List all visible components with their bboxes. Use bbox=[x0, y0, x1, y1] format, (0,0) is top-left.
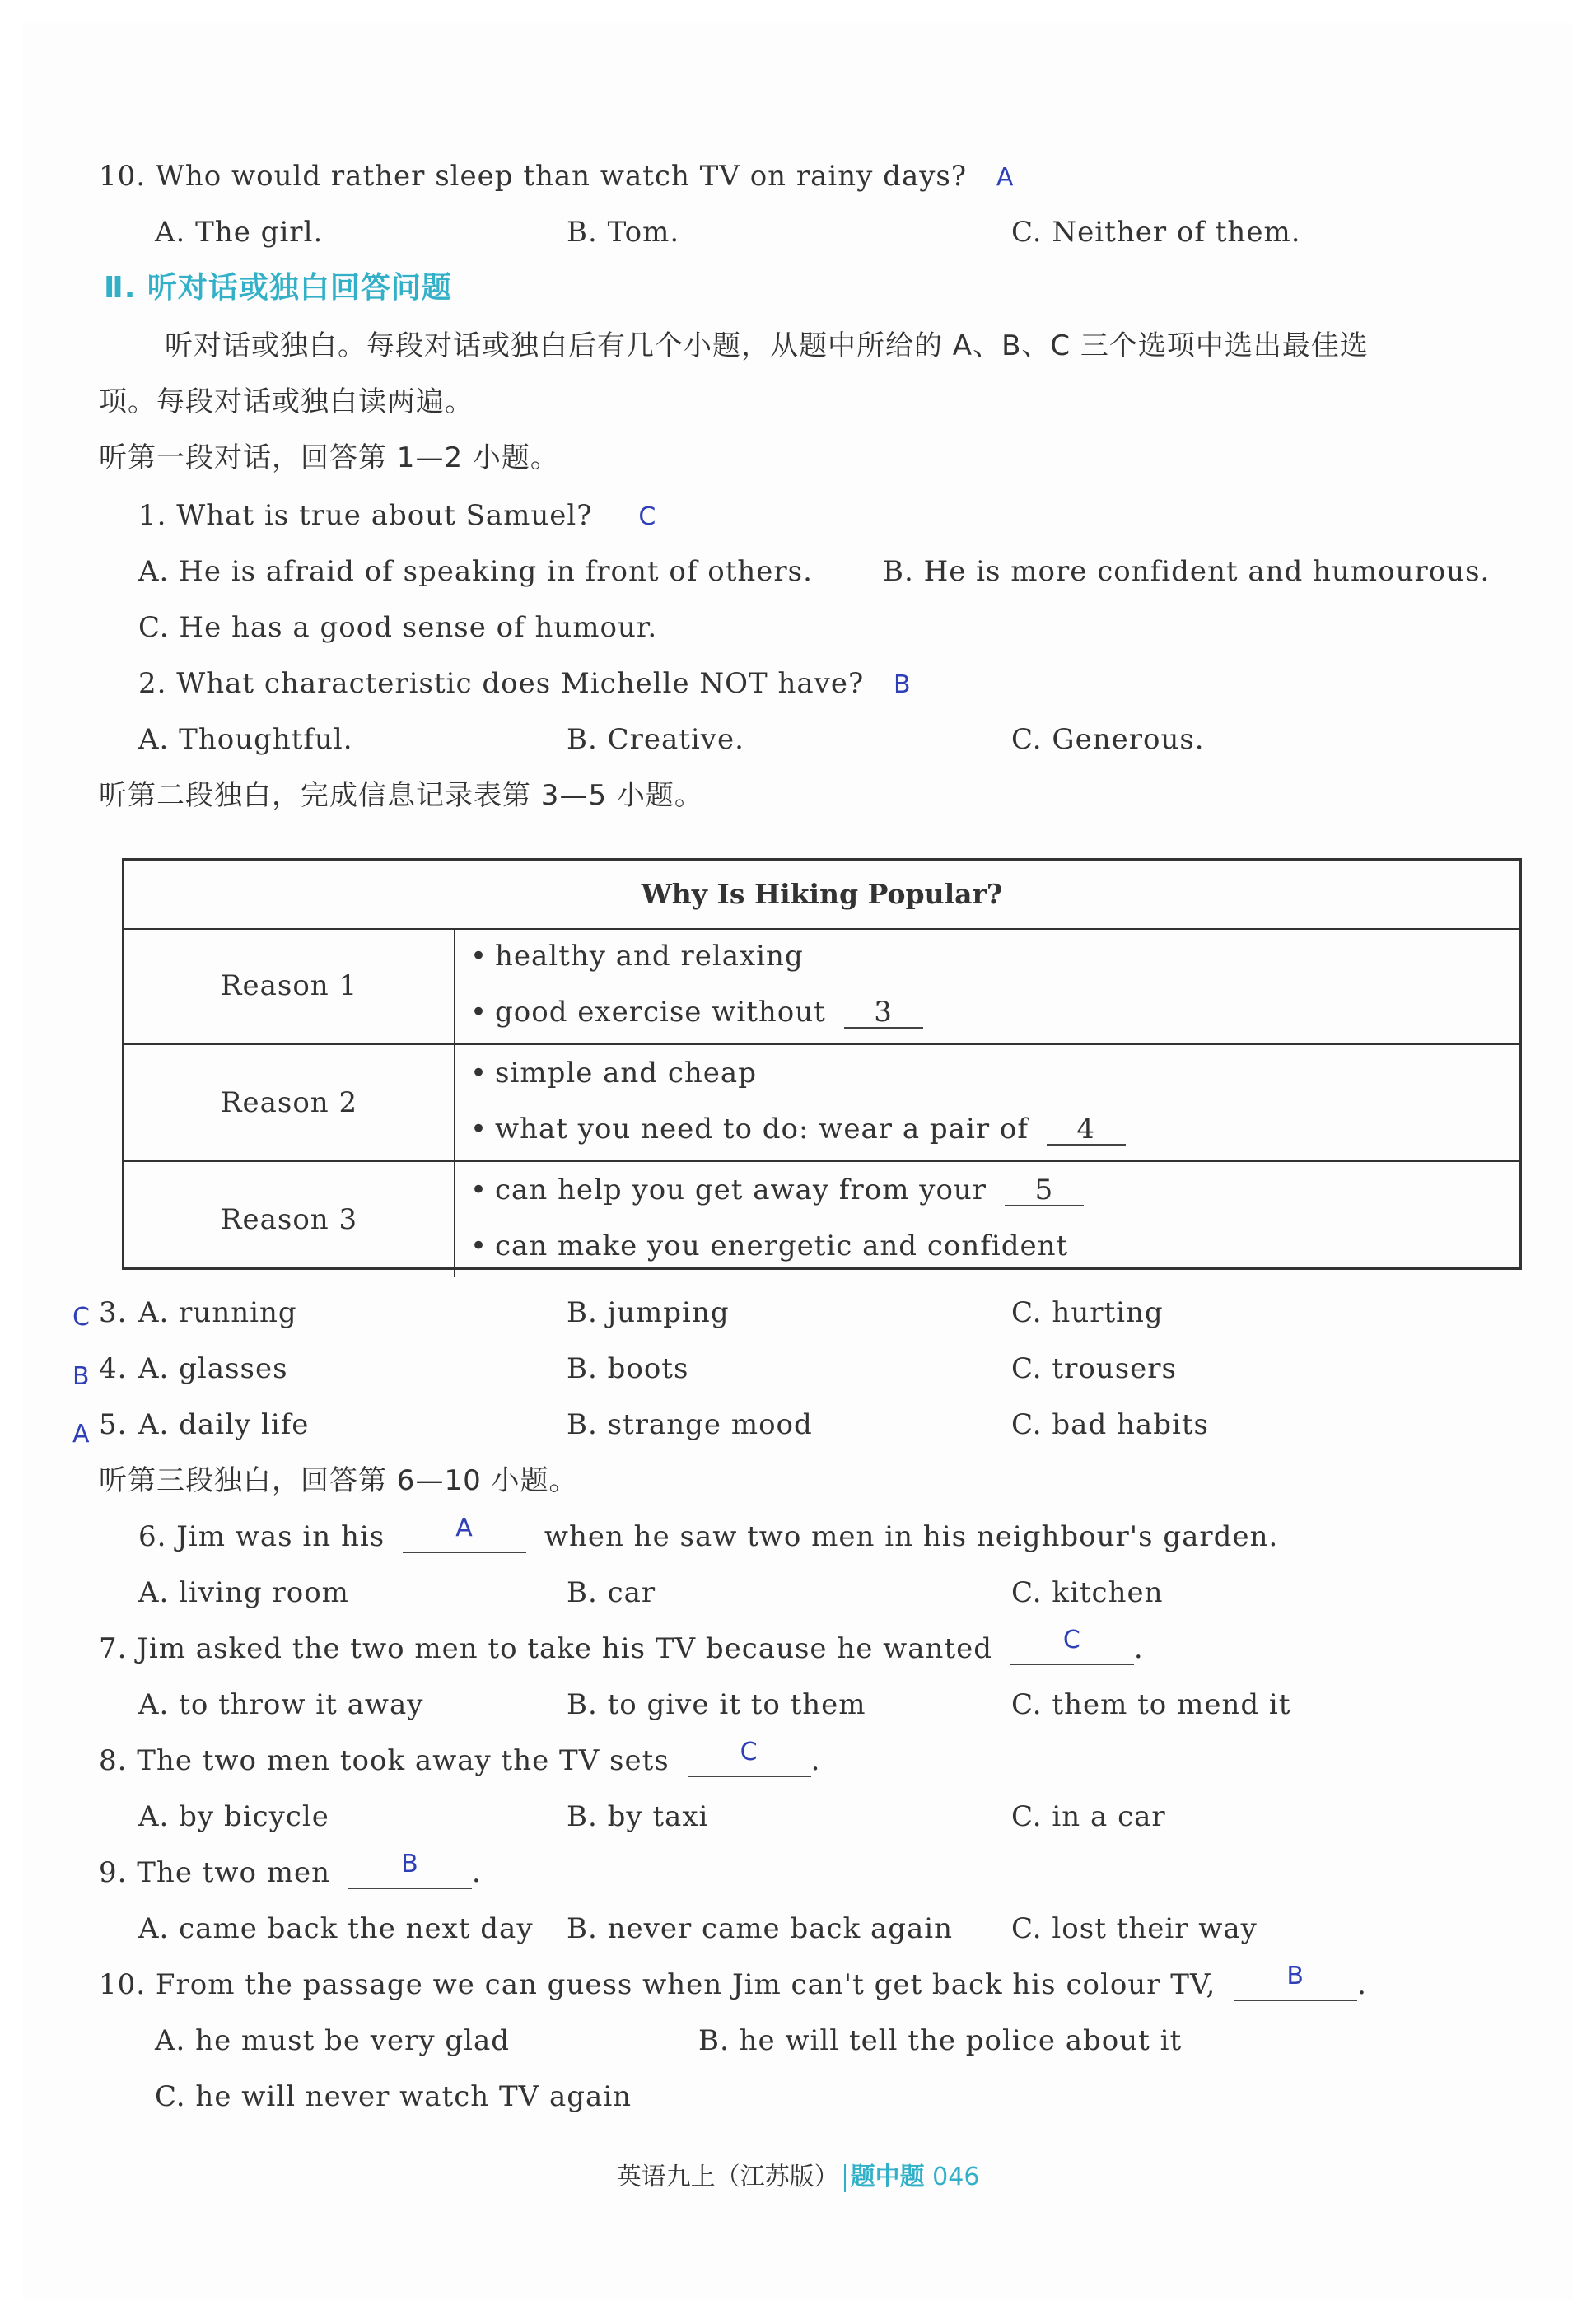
answer-blank: 5 bbox=[1005, 1175, 1084, 1206]
table-row bbox=[124, 1162, 1519, 1277]
question-8: 8. The two men took away the TV sets C . bbox=[99, 1738, 821, 1777]
bullet-line: • healthy and relaxing bbox=[470, 940, 804, 973]
prev-question bbox=[99, 158, 1014, 196]
question-3 bbox=[72, 1298, 91, 1336]
part2-heading: 听第二段独白，完成信息记录表第 3—5 小题。 bbox=[99, 779, 703, 812]
option-c: C. he will never watch TV again bbox=[155, 2080, 632, 2113]
option-c: C. bad habits bbox=[1011, 1408, 1209, 1441]
option-c: C. Neither of them. bbox=[1011, 216, 1301, 249]
book-title: 英语九上（江苏版） bbox=[616, 2163, 839, 2191]
table-title: Why Is Hiking Popular? bbox=[124, 861, 1519, 930]
handwritten-answer: A bbox=[72, 1420, 91, 1449]
part3-heading: 听第三段独白，回答第 6—10 小题。 bbox=[99, 1464, 578, 1497]
question-number: 10. bbox=[99, 160, 147, 193]
option-b: B. jumping bbox=[567, 1296, 730, 1329]
option-a: A. by bicycle bbox=[138, 1800, 329, 1833]
option-b: B. boots bbox=[567, 1352, 689, 1385]
option-b: B. by taxi bbox=[567, 1800, 709, 1833]
row-label: Reason 1 bbox=[124, 928, 455, 1043]
option-c: C. trousers bbox=[1011, 1352, 1177, 1385]
handwritten-answer: B bbox=[894, 670, 912, 699]
question-text: 1. What is true about Samuel? bbox=[138, 499, 593, 532]
option-b: B. strange mood bbox=[567, 1408, 813, 1441]
handwritten-answer: B bbox=[72, 1362, 91, 1391]
question-2 bbox=[138, 665, 912, 703]
worksheet-page bbox=[23, 23, 1573, 2301]
section-title: Ⅱ. 听对话或独白回答问题 bbox=[104, 271, 452, 305]
option-c: C. lost their way bbox=[1011, 1912, 1258, 1945]
question-text: 2. What characteristic does Michelle NOT have? bbox=[138, 667, 865, 700]
row-content bbox=[470, 1162, 1519, 1277]
row-label: Reason 2 bbox=[124, 1045, 455, 1160]
option-b: B. Tom. bbox=[567, 216, 680, 249]
option-a: A. living room bbox=[138, 1576, 349, 1609]
row-content bbox=[470, 928, 1519, 1043]
option-c: C. He has a good sense of humour. bbox=[138, 611, 658, 644]
question-10: 10. From the passage we can guess when Jim can't get back his colour TV, B . bbox=[99, 1962, 1367, 2001]
handwritten-answer: C bbox=[72, 1303, 91, 1332]
page-footer bbox=[23, 2156, 1573, 2192]
option-c: C. Generous. bbox=[1011, 723, 1205, 756]
answer-blank: A bbox=[403, 1522, 526, 1553]
option-c: C. them to mend it bbox=[1011, 1688, 1291, 1721]
option-c: C. hurting bbox=[1011, 1296, 1164, 1329]
option-a: A. to throw it away bbox=[138, 1688, 424, 1721]
section-instruction-cont: 项。每段对话或独白读两遍。 bbox=[99, 385, 474, 418]
option-a: A. The girl. bbox=[155, 216, 324, 249]
question-9: 9. The two men B . bbox=[99, 1850, 482, 1889]
page-number: 046 bbox=[932, 2163, 980, 2191]
series-tag: 题中题 bbox=[850, 2163, 925, 2191]
row-content bbox=[470, 1045, 1519, 1160]
option-a: A. came back the next day bbox=[138, 1912, 534, 1945]
question-7: 7. Jim asked the two men to take his TV because he wanted C . bbox=[99, 1626, 1144, 1665]
bullet-line: • what you need to do: wear a pair of 4 bbox=[470, 1111, 1126, 1147]
option-c: C. kitchen bbox=[1011, 1576, 1164, 1609]
answer-blank: C bbox=[1010, 1634, 1134, 1665]
question-4 bbox=[72, 1357, 91, 1395]
question-number: 4. bbox=[99, 1352, 128, 1385]
footer-divider bbox=[844, 2164, 846, 2192]
bullet-line: • can help you get away from your 5 bbox=[470, 1172, 1084, 1208]
handwritten-answer: A bbox=[996, 163, 1015, 192]
option-b: B. to give it to them bbox=[567, 1688, 866, 1721]
option-b: B. never came back again bbox=[567, 1912, 954, 1945]
option-b: B. He is more confident and humourous. bbox=[883, 555, 1491, 588]
table-row bbox=[124, 1045, 1519, 1162]
answer-blank: C bbox=[688, 1746, 811, 1777]
option-c: C. in a car bbox=[1011, 1800, 1166, 1833]
bullet-line: • simple and cheap bbox=[470, 1057, 757, 1090]
table-row bbox=[124, 928, 1519, 1045]
option-b: B. car bbox=[567, 1576, 656, 1609]
option-a: A. daily life bbox=[138, 1408, 310, 1441]
info-table bbox=[122, 858, 1522, 1270]
option-b: B. Creative. bbox=[567, 723, 744, 756]
bullet-line: • can make you energetic and confident bbox=[470, 1230, 1069, 1262]
bullet-line: • good exercise without 3 bbox=[470, 994, 923, 1030]
option-a: A. he must be very glad bbox=[155, 2024, 511, 2057]
row-label: Reason 3 bbox=[124, 1162, 455, 1277]
question-1 bbox=[138, 497, 656, 535]
part1-heading: 听第一段对话，回答第 1—2 小题。 bbox=[99, 441, 559, 474]
handwritten-answer: C bbox=[638, 502, 657, 531]
question-5 bbox=[72, 1415, 91, 1453]
question-number: 5. bbox=[99, 1408, 128, 1441]
answer-blank: 4 bbox=[1047, 1114, 1126, 1146]
option-a: A. He is afraid of speaking in front of others. bbox=[138, 555, 813, 588]
question-6: 6. Jim was in his A when he saw two men in his neighbour's garden. bbox=[138, 1514, 1279, 1553]
section-instruction: 听对话或独白。每段对话或独白后有几个小题，从题中所给的 A、B、C 三个选项中选出最佳选 bbox=[165, 329, 1369, 362]
question-text: Who would rather sleep than watch TV on rainy days? bbox=[155, 160, 968, 193]
option-a: A. running bbox=[138, 1296, 297, 1329]
answer-blank: 3 bbox=[844, 997, 923, 1029]
answer-blank: B bbox=[348, 1858, 472, 1889]
answer-blank: B bbox=[1234, 1970, 1357, 2001]
question-number: 3. bbox=[99, 1296, 128, 1329]
option-b: B. he will tell the police about it bbox=[698, 2024, 1183, 2057]
option-a: A. glasses bbox=[138, 1352, 288, 1385]
option-a: A. Thoughtful. bbox=[138, 723, 353, 756]
